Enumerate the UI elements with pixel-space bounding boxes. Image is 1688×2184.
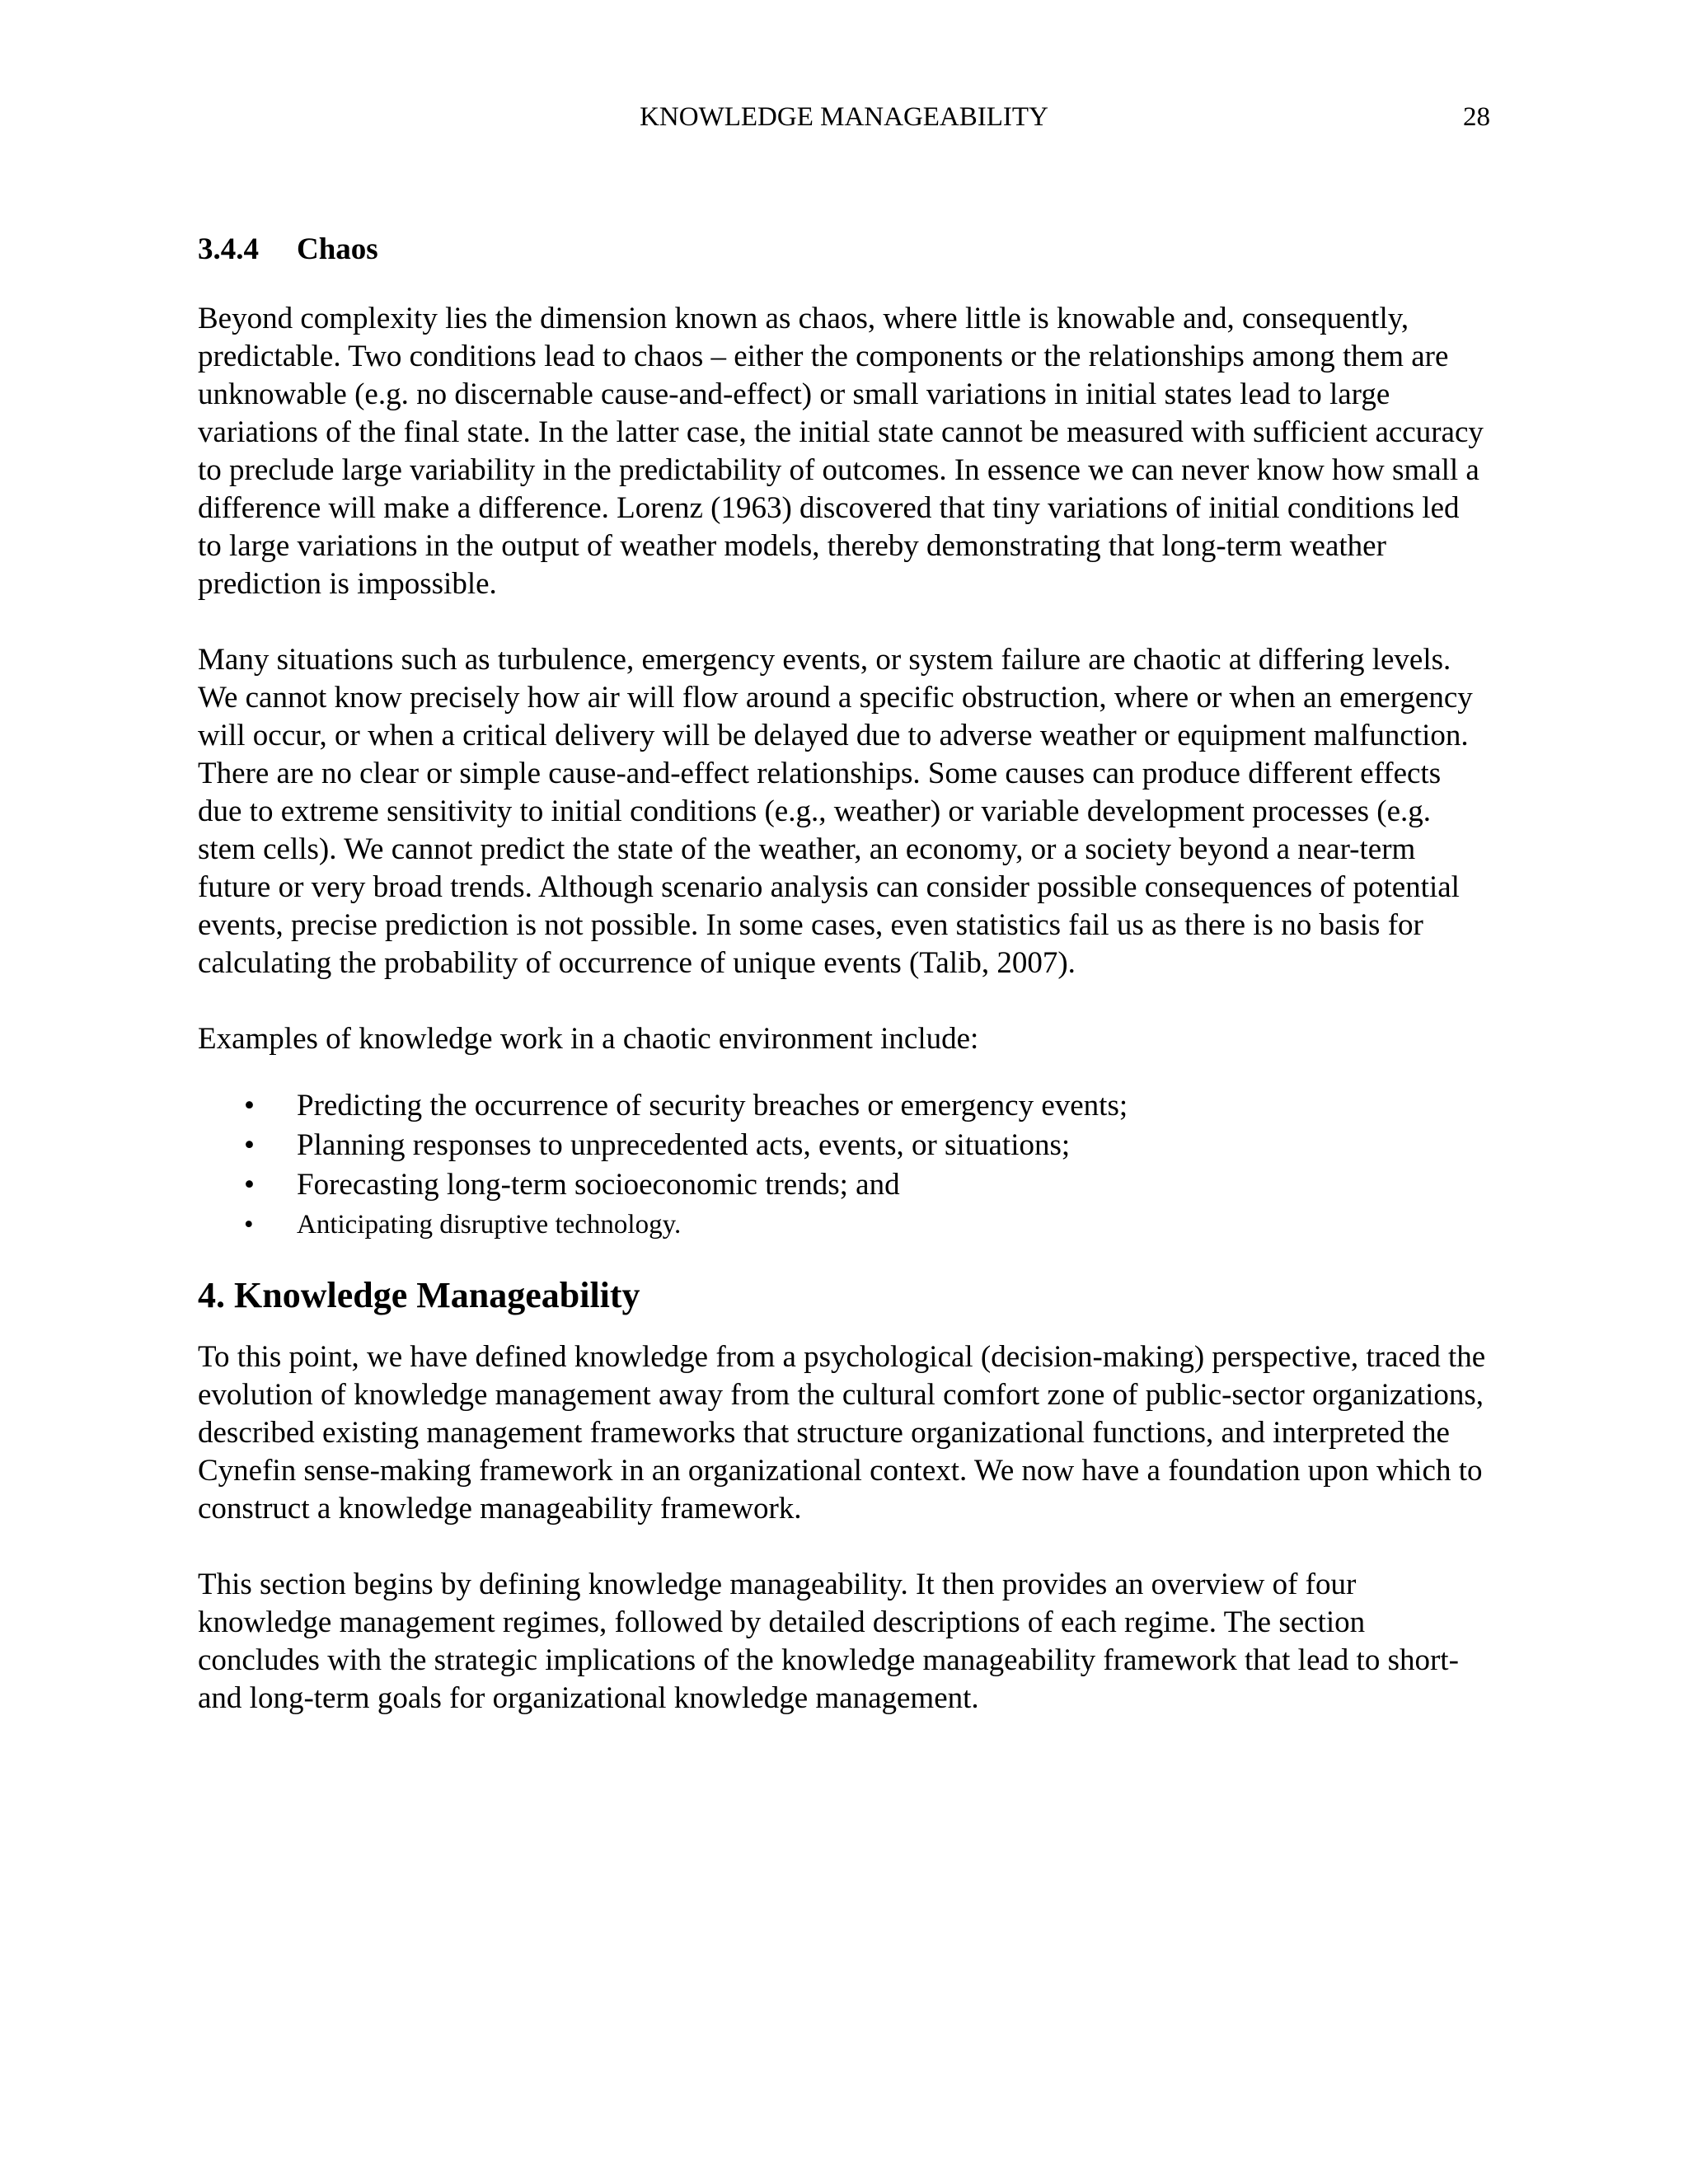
examples-list [198, 1086, 1490, 1244]
bullet-icon: • [244, 1168, 255, 1202]
running-title: KNOWLEDGE MANAGEABILITY [640, 102, 1048, 132]
list-item-text: Forecasting long-term socioeconomic trends; and [297, 1168, 900, 1202]
section-heading: 4. Knowledge Manageability [198, 1275, 640, 1315]
page-content [198, 231, 1490, 1755]
bullet-icon: • [244, 1210, 254, 1240]
subsection-number: 3.4.4 [198, 232, 259, 266]
list-item-text: Planning responses to unprecedented acts, events, or situations; [297, 1128, 1071, 1162]
subsection-title: Chaos [297, 232, 378, 266]
list-item [198, 1086, 1490, 1126]
bullet-icon: • [244, 1089, 255, 1122]
list-item-text: Predicting the occurrence of security breaches or emergency events; [297, 1089, 1128, 1122]
list-item [198, 1126, 1490, 1165]
chaos-paragraph-2: Many situations such as turbulence, emergency events, or system failure are chaotic at differing levels. We cannot know precisely how air will flow around a specific obstruction, where or when an emergency will occur, or when a critical delivery will be delayed due to adverse weather or equipment malfunction. There are no clear or simple cause-and-effect relationships. Some causes can produce different effects due to extreme sensitivity to initial conditions (e.g., weather) or variable development processes (e.g. stem cells). We cannot predict the state of the weather, an economy, or a society beyond a near-term future or very broad trends. Although scenario analysis can consider possible consequences of potential events, precise prediction is not possible. In some cases, even statistics fail us as there is no basis for calculating the probability of occurrence of unique events (Talib, 2007). [198, 643, 1473, 980]
manageability-paragraph-1: To this point, we have defined knowledge from a psychological (decision-making) perspective, traced the evolution of knowledge management away from the cultural comfort zone of public-sector organizations, described existing management frameworks that structure organizational functions, and interpreted the Cynefin sense-making framework in an organizational context. We now have a foundation upon which to construct a knowledge manageability framework. [198, 1340, 1486, 1526]
examples-intro: Examples of knowledge work in a chaotic environment include: [198, 1022, 979, 1056]
subsection-heading [198, 231, 1490, 269]
list-item [198, 1205, 1490, 1244]
manageability-paragraph-2: This section begins by defining knowledge manageability. It then provides an overview of four knowledge management regimes, followed by detailed descriptions of each regime. The section concludes with the strategic implications of the knowledge manageability framework that lead to short-and long-term goals for organizational knowledge management. [198, 1568, 1459, 1715]
list-item [198, 1165, 1490, 1205]
chaos-paragraph-1: Beyond complexity lies the dimension known as chaos, where little is knowable and, consequently, predictable. Two conditions lead to chaos – either the components or the relationships among them are unknowable (e.g. no discernable cause-and-effect) or small variations in initial states lead to large variations of the final state. In the latter case, the initial state cannot be measured with sufficient accuracy to preclude large variability in the predictability of outcomes. In essence we can never know how small a difference will make a difference. Lorenz (1963) discovered that tiny variations of initial conditions led to large variations in the output of weather models, thereby demonstrating that long-term weather prediction is impossible. [198, 302, 1484, 601]
page-number: 28 [1463, 102, 1490, 132]
list-item-text: Anticipating disruptive technology. [297, 1210, 682, 1240]
bullet-icon: • [244, 1128, 255, 1162]
running-head [198, 97, 1490, 137]
